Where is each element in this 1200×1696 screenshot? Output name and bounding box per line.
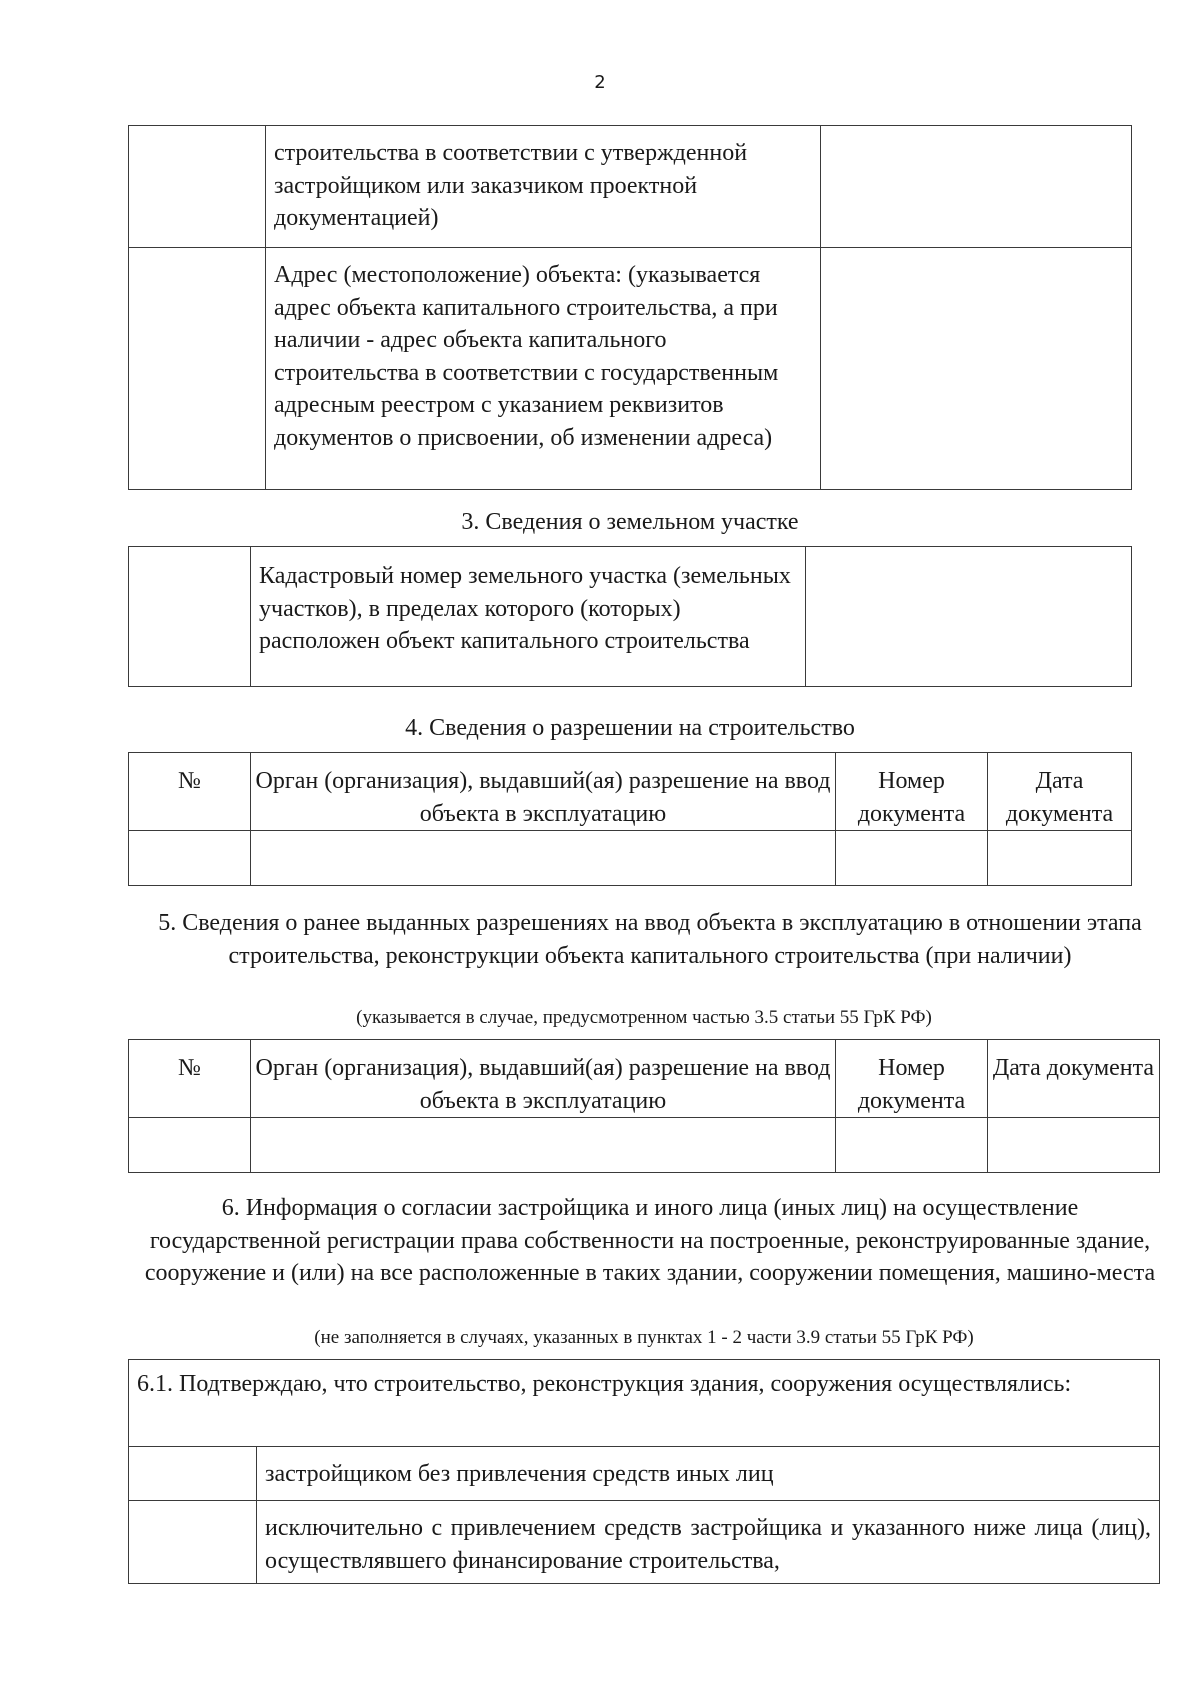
table-row: [129, 831, 1132, 886]
table-cell[interactable]: [988, 1118, 1160, 1173]
table-cell-index: [129, 248, 266, 490]
table-cell[interactable]: [836, 831, 988, 886]
option-checkbox-cell[interactable]: [129, 1447, 257, 1501]
column-header-number: №: [129, 1040, 251, 1118]
table-row: [129, 126, 1132, 248]
section-5-heading: 5. Сведения о ранее выданных разрешениях на ввод объекта в эксплуатацию в отношении этапа строительства, реконструкции объекта капитального строительства (при наличии): [158, 910, 1142, 969]
column-header-authority: Орган (организация), выдавший(ая) разрешение на ввод объекта в эксплуатацию: [251, 1040, 836, 1118]
table-cell[interactable]: [251, 831, 836, 886]
option-label: исключительно с привлечением средств застройщика и указанного ниже лица (лиц), осуществлявшего финансирование строительства,: [257, 1501, 1160, 1584]
table-cell-value[interactable]: [806, 547, 1132, 687]
building-permit-table: [128, 752, 1132, 886]
section-3-heading: 3. Сведения о земельном участке: [461, 509, 799, 535]
table-row: [129, 1360, 1160, 1447]
section-5-note: (указывается в случае, предусмотренном частью 3.5 статьи 55 ГрК РФ): [356, 1007, 932, 1028]
table-row: [129, 1118, 1160, 1173]
table-cell[interactable]: [251, 1118, 836, 1173]
table-cell[interactable]: [988, 831, 1132, 886]
page-number: 2: [594, 72, 606, 93]
land-plot-table: [128, 546, 1132, 687]
section-6-heading: 6. Информация о согласии застройщика и иного лица (иных лиц) на осуществление государственной регистрации права собственности на построенные, реконструированные здание, сооружение и (или) на все расположенные в таких здании, сооружении помещения, машино-места: [144, 1195, 1156, 1286]
item-6-1-text: 6.1. Подтверждаю, что строительство, реконструкция здания, сооружения осуществлялись:: [129, 1360, 1160, 1447]
table-cell[interactable]: [836, 1118, 988, 1173]
previous-permits-table: [128, 1039, 1160, 1173]
table-cell-label: строительства в соответствии с утвержденной застройщиком или заказчиком проектной документацией): [266, 126, 821, 248]
table-cell-label: Кадастровый номер земельного участка (земельных участков), в пределах которого (которых) расположен объект капитального строительства: [251, 547, 806, 687]
table-cell-index: [129, 126, 266, 248]
table-row: [129, 1501, 1160, 1584]
table-cell-index: [129, 547, 251, 687]
section-6-note: (не заполняется в случаях, указанных в пунктах 1 - 2 части 3.9 статьи 55 ГрК РФ): [314, 1327, 974, 1348]
column-header-doc-number: Номер документа: [836, 753, 988, 831]
table-header-row: [129, 1040, 1160, 1118]
table-cell[interactable]: [129, 831, 251, 886]
column-header-doc-date: Дата документа: [988, 753, 1132, 831]
table-cell-value[interactable]: [821, 126, 1132, 248]
option-label: застройщиком без привлечения средств иных лиц: [257, 1447, 1160, 1501]
object-info-table: [128, 125, 1132, 490]
column-header-doc-number: Номер документа: [836, 1040, 988, 1118]
table-row: [129, 1447, 1160, 1501]
table-cell[interactable]: [129, 1118, 251, 1173]
table-cell-label: Адрес (местоположение) объекта: (указывается адрес объекта капитального строительства, а при наличии - адрес объекта капитального строительства в соответствии с государственным адресным реестром с указанием реквизитов документов о присвоении, об изменении адреса): [266, 248, 821, 490]
section-4-heading: 4. Сведения о разрешении на строительство: [405, 715, 855, 741]
column-header-doc-date: Дата документа: [988, 1040, 1160, 1118]
table-row: [129, 248, 1132, 490]
option-checkbox-cell[interactable]: [129, 1501, 257, 1584]
table-row: [129, 547, 1132, 687]
table-cell-value[interactable]: [821, 248, 1132, 490]
consent-table: [128, 1359, 1160, 1584]
column-header-number: №: [129, 753, 251, 831]
column-header-authority: Орган (организация), выдавший(ая) разрешение на ввод объекта в эксплуатацию: [251, 753, 836, 831]
table-header-row: [129, 753, 1132, 831]
